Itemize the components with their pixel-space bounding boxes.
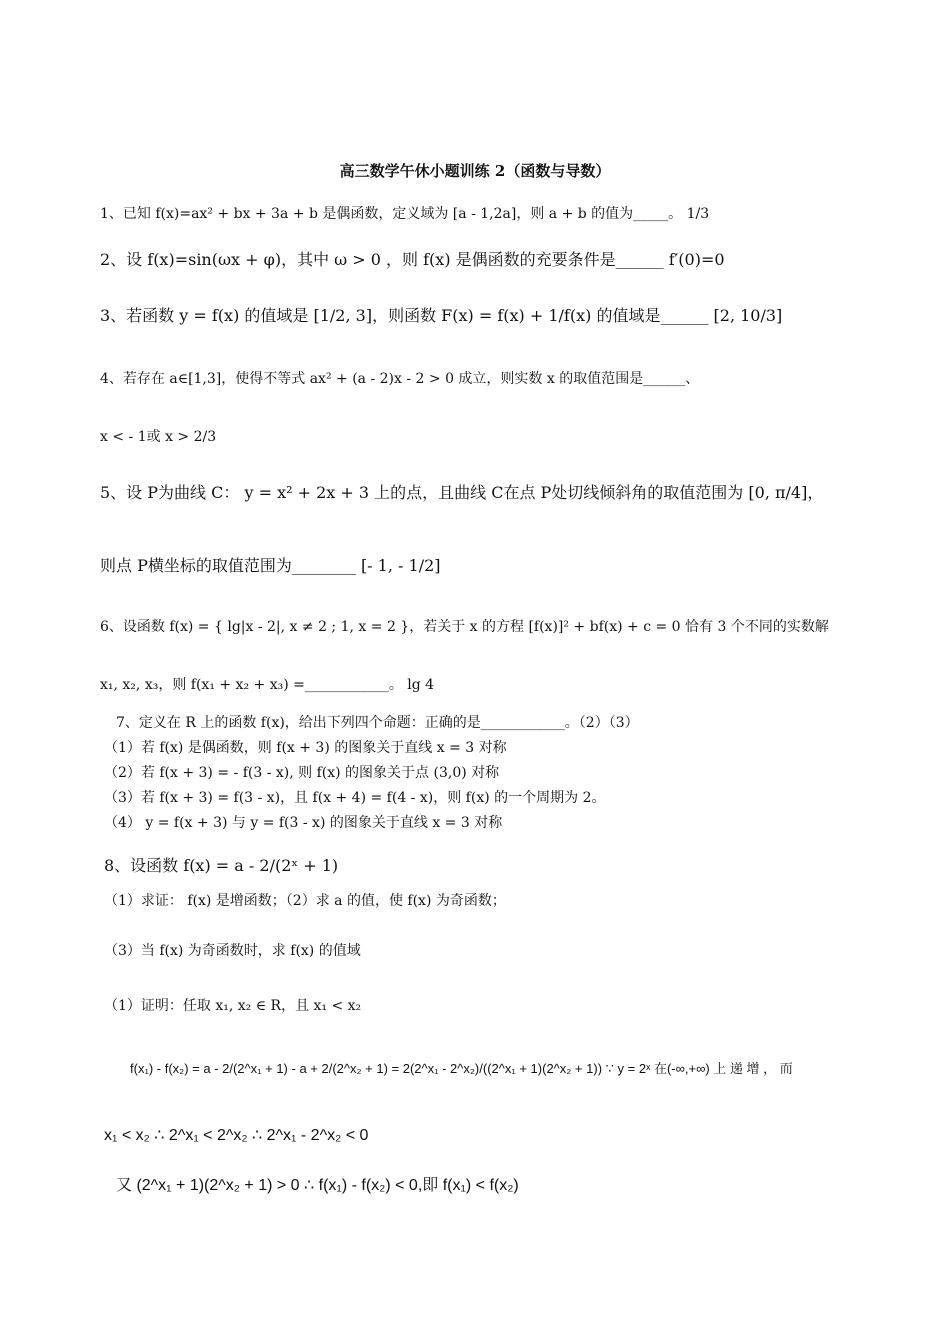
problem-7-item-1: （1）若 f(x) 是偶函数，则 f(x + 3) 的图象关于直线 x = 3 对称 [104, 740, 507, 756]
problem-4-answer: x < - 1或 x > 2/3 [100, 429, 217, 445]
problem-8-parts-1-2: （1）求证： f(x) 是增函数；（2）求 a 的值，使 f(x) 为奇函数； [104, 893, 506, 909]
problem-8-part-3: （3）当 f(x) 为奇函数时，求 f(x) 的值域 [104, 943, 361, 959]
problem-6-line-2: x₁, x₂, x₃，则 f(x₁ + x₂ + x₃) =____________。 lg 4 [100, 677, 435, 693]
problem-1: 1、已知 f(x)=ax² + bx + 3a + b 是偶函数，定义域为 [a - 1,2a]，则 a + b 的值为_____。 1/3 [100, 206, 710, 222]
solution-line-3: x₁ < x₂ ∴ 2^x₁ < 2^x₂ ∴ 2^x₁ - 2^x₂ < 0 [104, 1127, 369, 1144]
page-title: 高三数学午休小题训练 2（函数与导数） [339, 162, 611, 180]
problem-4-line-1: 4、若存在 a∈[1,3]，使得不等式 ax² + (a - 2)x - 2 > 0 成立，则实数 x 的取值范围是______、 [100, 371, 700, 387]
problem-3: 3、若函数 y = f(x) 的值域是 [1/2, 3]，则函数 F(x) = f(x) + 1/f(x) 的值域是______ [2, 10/3] [100, 306, 783, 325]
problem-7-item-4: （4） y = f(x + 3) 与 y = f(3 - x) 的图象关于直线 x = 3 对称 [104, 815, 503, 831]
solution-line-1: （1）证明：任取 x₁, x₂ ∈ R，且 x₁ < x₂ [104, 998, 362, 1014]
problem-5-line-2: 则点 P横坐标的取值范围为________ [- 1, - 1/2] [100, 556, 441, 575]
problem-6-line-1: 6、设函数 f(x) = { lg|x - 2|, x ≠ 2 ; 1, x = 2 }，若关于 x 的方程 [f(x)]² + bf(x) + c = 0 恰有 3 个不同的实数解 [100, 619, 829, 635]
problem-2: 2、设 f(x)=sin(ωx + φ)，其中 ω > 0 ，则 f(x) 是偶函数的充要条件是______ f′(0)=0 [100, 250, 725, 269]
problem-5-line-1: 5、设 P为曲线 C： y = x² + 2x + 3 上的点，且曲线 C在点 P处切线倾斜角的取值范围为 [0, π/4]， [100, 483, 824, 502]
solution-line-2: f(x₁) - f(x₂) = a - 2/(2^x₁ + 1) - a + 2/(2^x₂ + 1) = 2(2^x₁ - 2^x₂)/((2^x₁ + 1)(2^x₂ + 1)) ∵ y = 2ˣ 在(-∞,+∞) 上 递 增 ， 而 [130, 1061, 793, 1076]
problem-7-item-3: （3）若 f(x + 3) = f(3 - x)，且 f(x + 4) = f(4 - x)，则 f(x) 的一个周期为 2。 [104, 790, 606, 806]
problem-7-item-2: （2）若 f(x + 3) = - f(3 - x), 则 f(x) 的图象关于点 (3,0) 对称 [104, 765, 500, 781]
solution-line-4: 又 (2^x₁ + 1)(2^x₂ + 1) > 0 ∴ f(x₁) - f(x₂) < 0,即 f(x₁) < f(x₂) [116, 1177, 519, 1194]
problem-8: 8、设函数 f(x) = a - 2/(2ˣ + 1) [104, 856, 339, 875]
problem-7: 7、定义在 R 上的函数 f(x)，给出下列四个命题：正确的是____________。（2）（3） [116, 715, 639, 731]
